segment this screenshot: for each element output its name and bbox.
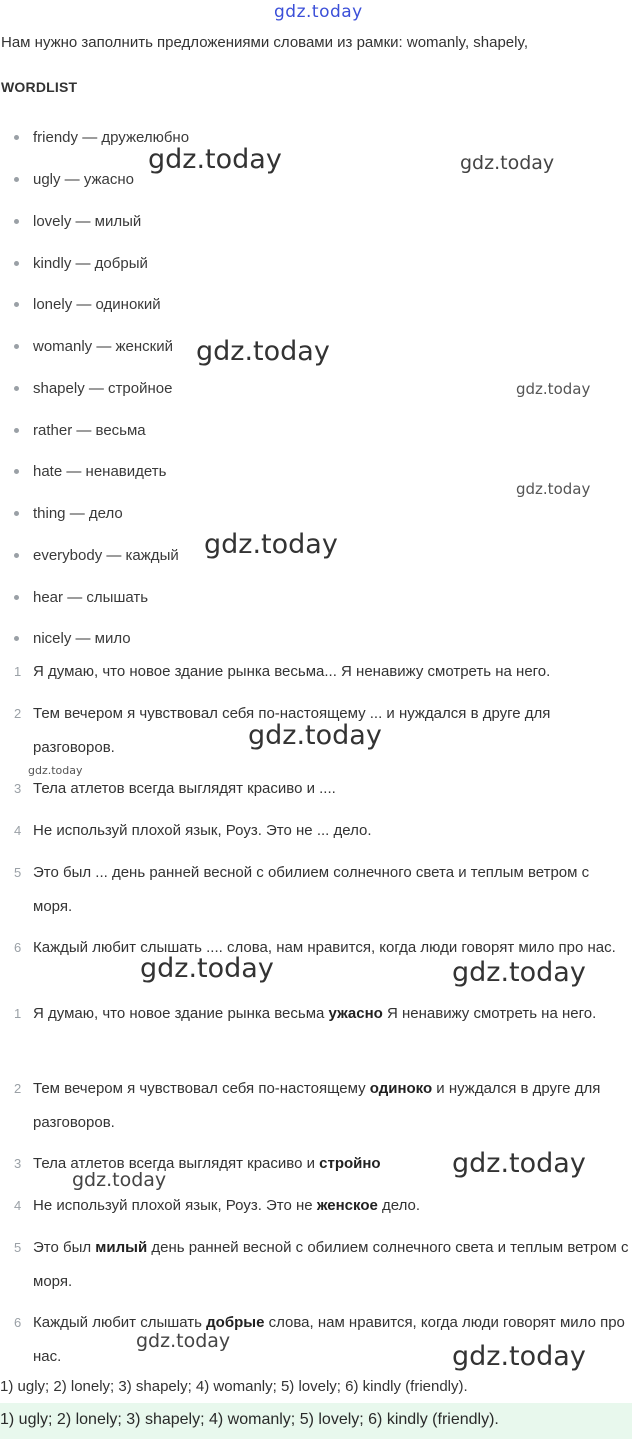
answer-word: стройно <box>319 1155 381 1172</box>
answer-number: 5 <box>14 1240 22 1255</box>
bullet-icon <box>14 469 19 474</box>
answer-item <box>14 997 629 1031</box>
site-logo[interactable]: gdz.today <box>274 2 363 22</box>
answer-text-after: день ранней весной с обилием солнечного света и теплым ветром с моря. <box>33 1239 629 1290</box>
answer-text-after: слова, нам нравится, когда люди говорят мило про нас. <box>33 1314 625 1365</box>
question-number: 1 <box>14 664 22 679</box>
watermark: gdz.today <box>204 529 338 560</box>
wordlist-item <box>14 463 166 480</box>
question-number: 2 <box>14 706 22 721</box>
question-item <box>14 931 629 965</box>
question-number: 3 <box>14 781 22 796</box>
question-text: Не используй плохой язык, Роуз. Это не ... дело. <box>33 822 372 839</box>
question-number: 4 <box>14 823 22 838</box>
answer-text <box>14 1306 629 1374</box>
wordlist-item <box>14 213 141 230</box>
wordlist-item-text: shapely — стройное <box>33 380 173 397</box>
answer-word: добрые <box>206 1314 265 1331</box>
question-text: Тем вечером я чувствовал себя по-настоящему ... и нуждался в друге для разговоров. <box>33 705 551 756</box>
watermark: gdz.today <box>516 380 591 398</box>
answer-text <box>14 1147 629 1181</box>
watermark: gdz.today <box>136 1330 231 1352</box>
answer-item <box>14 1306 629 1374</box>
watermark: gdz.today <box>72 1169 167 1191</box>
answer-highlight-box <box>0 1403 632 1439</box>
wordlist-item <box>14 255 148 272</box>
answer-text <box>14 1072 629 1140</box>
question-text: Я думаю, что новое здание рынка весьма... Я ненавижу смотреть на него. <box>33 663 551 680</box>
watermark: gdz.today <box>196 336 330 367</box>
wordlist-item-text: friendy — дружелюбно <box>33 129 190 146</box>
wordlist-item <box>14 589 148 606</box>
answer-number: 1 <box>14 1006 22 1021</box>
answer-text-before: Тела атлетов всегда выглядят красиво и <box>33 1155 320 1172</box>
wordlist-item-text: hate — ненавидеть <box>33 463 167 480</box>
answer-summary: 1) ugly; 2) lonely; 3) shapely; 4) womanly; 5) lovely; 6) kindly (friendly). <box>0 1378 468 1395</box>
wordlist-item-text: nicely — мило <box>33 630 131 647</box>
answer-text-before: Не используй плохой язык, Роуз. Это не <box>33 1197 317 1214</box>
answer-number: 3 <box>14 1156 22 1171</box>
answer-word: ужасно <box>328 1005 383 1022</box>
answer-text-before: Я думаю, что новое здание рынка весьма <box>33 1005 329 1022</box>
watermark: gdz.today <box>460 152 555 174</box>
bullet-icon <box>14 261 19 266</box>
answer-text <box>14 1231 629 1299</box>
bullet-icon <box>14 219 19 224</box>
wordlist-item-text: rather — весьма <box>33 422 146 439</box>
bullet-icon <box>14 636 19 641</box>
watermark: gdz.today <box>452 1148 586 1179</box>
question-number: 5 <box>14 865 22 880</box>
bullet-icon <box>14 553 19 558</box>
wordlist-item-text: hear — слышать <box>33 589 149 606</box>
wordlist-item-text: ugly — ужасно <box>33 171 135 188</box>
question-text: Тела атлетов всегда выглядят красиво и .... <box>33 780 336 797</box>
intro-text: Нам нужно заполнить предложениями словами из рамки: womanly, shapely, <box>1 34 529 51</box>
answer-text-before: Это был <box>33 1239 96 1256</box>
question-item <box>14 697 629 765</box>
answer-number: 4 <box>14 1198 22 1213</box>
answer-item <box>14 1072 629 1140</box>
question-text: Это был ... день ранней весной с обилием солнечного света и теплым ветром с моря. <box>33 864 590 915</box>
wordlist-item-text: womanly — женский <box>33 338 174 355</box>
wordlist-item-text: thing — дело <box>33 505 123 522</box>
watermark: gdz.today <box>28 764 83 777</box>
question-item <box>14 655 629 689</box>
answer-word: женское <box>316 1197 378 1214</box>
wordlist-item <box>14 338 173 355</box>
wordlist-item-text: kindly — добрый <box>33 255 148 272</box>
wordlist-item <box>14 422 146 439</box>
answer-text <box>14 1189 629 1223</box>
watermark: gdz.today <box>452 957 586 988</box>
answer-item <box>14 1231 629 1299</box>
wordlist-heading: WORDLIST <box>1 79 78 95</box>
wordlist-item <box>14 380 172 397</box>
answer-word: одиноко <box>369 1080 433 1097</box>
bullet-icon <box>14 135 19 140</box>
watermark: gdz.today <box>140 953 274 984</box>
bullet-icon <box>14 344 19 349</box>
watermark: gdz.today <box>452 1341 586 1372</box>
answer-text-before: Тем вечером я чувствовал себя по-настоящему <box>33 1080 370 1097</box>
bullet-icon <box>14 428 19 433</box>
answer-text-after: и нуждался в друге для разговоров. <box>33 1080 601 1131</box>
answer-text <box>14 997 629 1031</box>
question-number: 6 <box>14 940 22 955</box>
wordlist-item-text: everybody — каждый <box>33 547 179 564</box>
wordlist-item <box>14 296 161 313</box>
answer-text-after: дело. <box>377 1197 421 1214</box>
bullet-icon <box>14 386 19 391</box>
wordlist-item-text: lovely — милый <box>33 213 142 230</box>
bullet-icon <box>14 177 19 182</box>
wordlist-item <box>14 171 134 188</box>
answer-word: милый <box>95 1239 148 1256</box>
watermark: gdz.today <box>516 480 591 498</box>
wordlist-item <box>14 505 123 522</box>
answer-text-before: Каждый любит слышать <box>33 1314 207 1331</box>
answer-text-after: Я ненавижу смотреть на него. <box>382 1005 597 1022</box>
question-item <box>14 772 629 806</box>
answer-item <box>14 1147 629 1181</box>
watermark: gdz.today <box>248 720 382 751</box>
bullet-icon <box>14 511 19 516</box>
question-item <box>14 856 629 924</box>
question-item <box>14 814 629 848</box>
bullet-icon <box>14 302 19 307</box>
wordlist-item <box>14 129 189 146</box>
answer-number: 6 <box>14 1315 22 1330</box>
answer-number: 2 <box>14 1081 22 1096</box>
watermark: gdz.today <box>148 144 282 175</box>
answer-item <box>14 1189 629 1223</box>
answer-highlight-text: 1) ugly; 2) lonely; 3) shapely; 4) womanly; 5) lovely; 6) kindly (friendly). <box>0 1411 499 1428</box>
wordlist-item <box>14 547 179 564</box>
wordlist-item-text: lonely — одинокий <box>33 296 161 313</box>
question-text: Каждый любит слышать .... слова, нам нравится, когда люди говорят мило про нас. <box>33 939 616 956</box>
wordlist-item <box>14 630 131 647</box>
bullet-icon <box>14 595 19 600</box>
